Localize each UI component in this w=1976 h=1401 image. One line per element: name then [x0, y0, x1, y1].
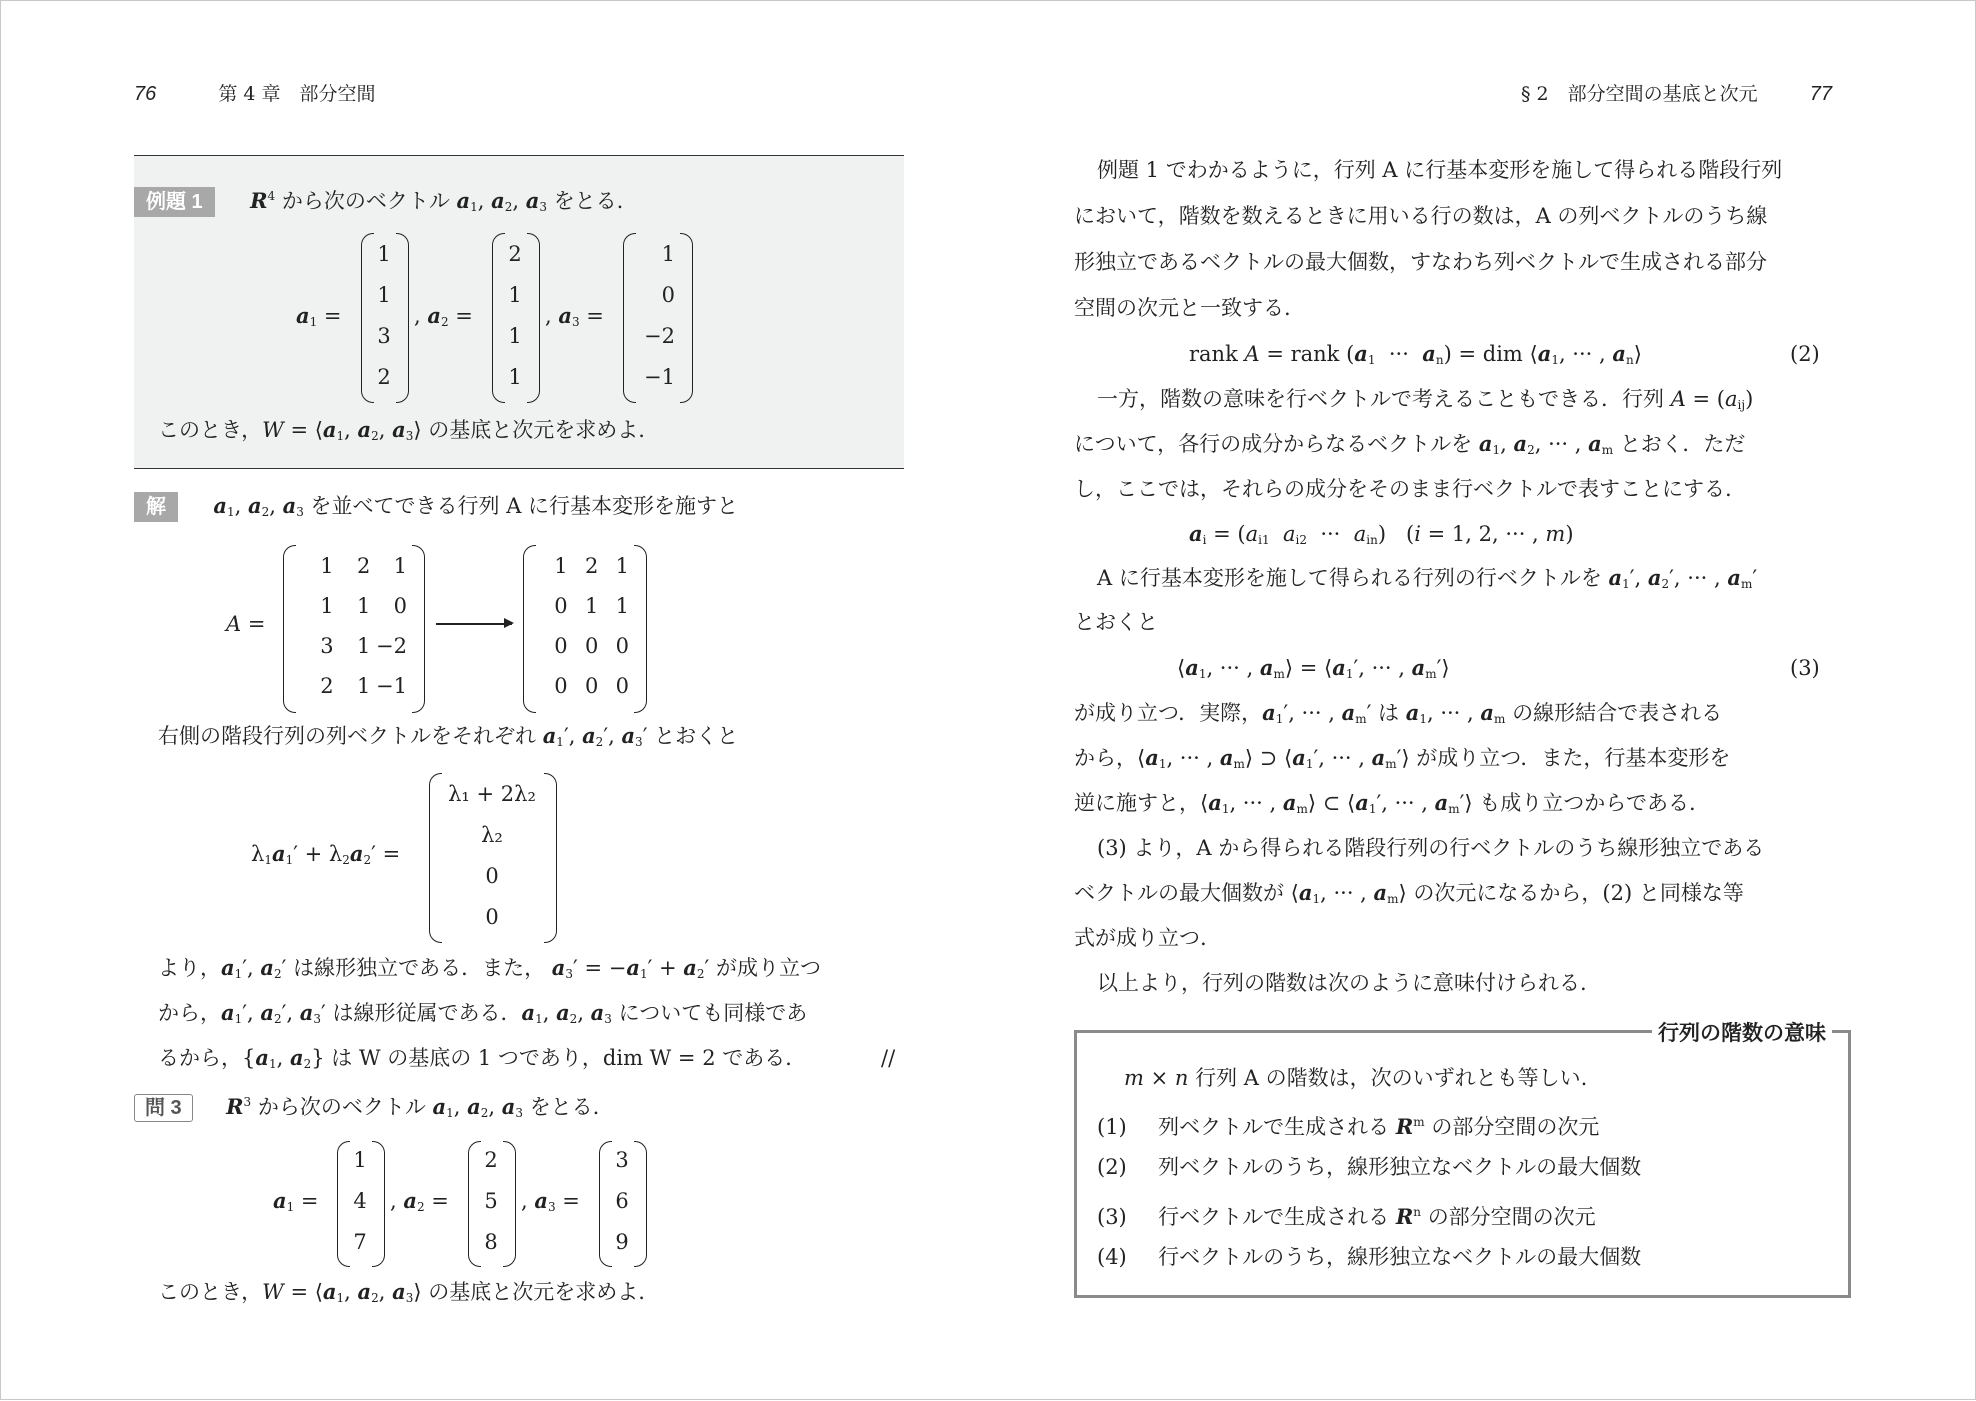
matrix-cell: 1: [661, 241, 675, 266]
matrix-cell: 5: [484, 1189, 498, 1213]
summary-item-1: (1) 列ベクトルで生成される $R^m$ の部分空間の次元: [1097, 1114, 1600, 1139]
problem-question: このとき，$W = ⟨a_1$, $a_2$, $a_3⟩$ の基底と次元を求めよ.: [158, 1279, 645, 1305]
matrix-cell: 2: [356, 554, 371, 578]
matrix-echelon: [523, 545, 647, 711]
problem-vector-a3: [599, 1141, 647, 1265]
left-paren: [492, 233, 505, 403]
summary-title: 行列の階数の意味: [1652, 1017, 1832, 1047]
right-running-head: [1521, 79, 1832, 106]
matrix-cell: 0: [554, 674, 568, 698]
matrix-cell: 0: [584, 674, 599, 698]
left-page: [1, 1, 989, 1401]
equation-3-number: (3): [1790, 656, 1820, 680]
matrix-cell: 1: [584, 594, 599, 618]
matrix-cell: 3: [377, 323, 391, 348]
summary-item-3: (3) 行ベクトルで生成される $R^n$ の部分空間の次元: [1097, 1204, 1596, 1229]
matrix-cell: 1: [320, 594, 334, 618]
solution-label: 解: [134, 492, 178, 522]
right-paren: [680, 233, 693, 403]
para1-line3: 形独立であるベクトルの最大個数，すなわち列ベクトルで生成される部分: [1074, 250, 1767, 274]
left-paren: [337, 1141, 350, 1267]
problem-vector-a2: [468, 1141, 516, 1265]
matrix-cell: 3: [615, 1148, 629, 1172]
solution-line-4: から，$a_1'$, $a_2'$, $a_3'$ は線形従属である．$a_1$, $a_2$, $a_3$ についても同様であ: [158, 1000, 808, 1026]
summary-intro: m × n 行列 A の階数は，次のいずれとも等しい.: [1124, 1066, 1588, 1090]
para2-line2: について，各行の成分からなるベクトルを $a_1$, $a_2$, ··· , $a_m$ とおく．ただ: [1074, 431, 1746, 457]
right-paren: [372, 1141, 385, 1267]
para2-line3: し，ここでは，それらの成分をそのまま行ベクトルで表すことにする.: [1074, 477, 1732, 501]
page-number-left: 76: [134, 83, 157, 105]
comma: , $a_3$ =: [521, 1188, 580, 1214]
matrix-cell: 4: [353, 1189, 367, 1213]
matrix-cell: 1: [356, 634, 371, 658]
example-label: 例題 1: [134, 187, 215, 217]
solution-line-5: るから，{$a_1$, $a_2$} は W の基底の 1 つであり，dim W = 2 である．: [158, 1045, 807, 1071]
left-paren: [523, 545, 536, 713]
chapter-title: 第 4 章 部分空間: [218, 83, 376, 105]
para3-line2: とおくと: [1074, 610, 1158, 634]
matrix-cell: 1: [377, 241, 391, 266]
summary-item-4: (4) 行ベクトルのうち，線形独立なベクトルの最大個数: [1097, 1245, 1642, 1269]
para5-line3: 式が成り立つ.: [1074, 926, 1207, 950]
comma: , $a_2$ =: [414, 303, 473, 329]
right-paren: [544, 773, 557, 943]
left-paren: [623, 233, 636, 403]
qed-mark: //: [881, 1046, 896, 1070]
row-vector-definition: $a_i = (a_{i1}$ $a_{i2}$ ··· $a_{in}$) (i = 1, 2, ··· , m): [1189, 521, 1574, 547]
page-number-right: 77: [1809, 83, 1832, 105]
matrix-cell: 0: [485, 863, 499, 888]
solution-line-3: より，$a_1'$, $a_2'$ は線形独立である．また， $a_3' = -a_1' + a_2'$ が成り立つ: [158, 955, 821, 981]
example-vector-a3: [623, 233, 693, 401]
equation-3: $⟨a_1$, ··· , $a_m⟩$ = $⟨a_1'$, ··· , $a_m'⟩$: [1177, 655, 1450, 681]
para1-line4: 空間の次元と一致する.: [1074, 296, 1291, 320]
matrix-cell: 1: [554, 554, 568, 578]
matrix-A: [283, 545, 425, 711]
section-title: § 2 部分空間の基底と次元: [1521, 83, 1758, 105]
matrix-cell: 2: [320, 674, 334, 698]
matrix-cell: 8: [484, 1230, 498, 1254]
matrix-cell: 1: [615, 554, 629, 578]
transform-arrow: [436, 623, 512, 625]
problem-vector-a1: [337, 1141, 385, 1265]
comma: , $a_3$ =: [545, 303, 604, 329]
para6: 以上より，行列の階数は次のように意味付けられる.: [1097, 971, 1587, 995]
lambda-vector: [429, 773, 557, 941]
summary-item-2: (2) 列ベクトルのうち，線形独立なベクトルの最大個数: [1097, 1155, 1642, 1179]
right-paren: [634, 545, 647, 713]
para4-line1: が成り立つ．実際，$a_1'$, ··· , $a_m'$ は $a_1$, ··· , $a_m$ の線形結合で表される: [1074, 700, 1723, 726]
matrix-cell: 2: [377, 364, 391, 389]
example-a1-label: $a_1$ =: [296, 303, 342, 329]
equation-2-number: (2): [1790, 342, 1820, 366]
matrix-cell: 1: [508, 323, 522, 348]
matrix-cell: 0: [661, 282, 675, 307]
left-paren: [361, 233, 374, 403]
matrix-cell: 1: [377, 282, 391, 307]
right-paren: [634, 1141, 647, 1267]
example-vector-a2: [492, 233, 540, 401]
matrix-cell: 9: [615, 1230, 629, 1254]
matrix-cell: −1: [644, 364, 675, 389]
para2-line1: 一方，階数の意味を行ベクトルで考えることもできる．行列 $A = (a_{ij})$: [1097, 387, 1754, 412]
matrix-cell: −1: [376, 674, 407, 698]
matrix-cell: 0: [584, 634, 599, 658]
solution-line-2: 右側の階段行列の列ベクトルをそれぞれ $a_1'$, $a_2'$, $a_3'$ とおくと: [158, 723, 739, 749]
comma: , $a_2$ =: [390, 1188, 449, 1214]
matrix-cell: 0: [615, 674, 629, 698]
matrix-cell: 2: [484, 1148, 498, 1172]
para5-line1: (3) より，A から得られる階段行列の行ベクトルのうち線形独立である: [1097, 836, 1765, 860]
matrix-cell: 1: [320, 554, 334, 578]
matrix-cell: 1: [356, 594, 371, 618]
right-paren: [412, 545, 425, 713]
left-paren: [283, 545, 296, 713]
matrix-cell: 1: [615, 594, 629, 618]
matrix-cell: λ₁ + 2λ₂: [448, 781, 536, 806]
matrix-cell: 0: [554, 594, 568, 618]
para4-line2: から，$⟨a_1$, ··· , $a_m⟩$ ⊃ $⟨a_1'$, ··· , $a_m'⟩$ が成り立つ．また，行基本変形を: [1074, 745, 1731, 771]
left-paren: [429, 773, 442, 943]
matrix-cell: −2: [376, 634, 407, 658]
matrix-cell: 1: [508, 282, 522, 307]
lambda-expression: $\lambda_1a_1' + \lambda_2a_2'$ =: [251, 841, 401, 867]
example-heading: 例題 1 $R^4$ から次のベクトル $a_1$, $a_2$, $a_3$ をとる.: [134, 181, 623, 222]
matrix-cell: 0: [485, 904, 499, 929]
left-running-head: [134, 79, 376, 106]
left-paren: [599, 1141, 612, 1267]
para4-line3: 逆に施すと，$⟨a_1$, ··· , $a_m⟩$ ⊂ $⟨a_1'$, ··· , $a_m'⟩$ も成り立つからである.: [1074, 790, 1696, 816]
para5-line2: ベクトルの最大個数が $⟨a_1$, ··· , $a_m⟩$ の次元になるから，(2) と同様な等: [1074, 880, 1744, 906]
matrix-cell: 1: [508, 364, 522, 389]
matrix-cell: 6: [615, 1189, 629, 1213]
matrix-cell: 1: [393, 554, 407, 578]
equation-2: rank A = rank ($a_1$ ··· $a_n$) = dim $⟨a_1$, ··· , $a_n⟩$: [1189, 341, 1642, 367]
matrix-cell: 0: [393, 594, 407, 618]
matrix-cell: 2: [584, 554, 599, 578]
matrix-A-label: A =: [226, 612, 266, 636]
matrix-cell: λ₂: [481, 822, 503, 847]
right-paren: [396, 233, 409, 403]
right-paren: [527, 233, 540, 403]
para3-line1: A に行基本変形を施して得られる行列の行ベクトルを $a_1'$, $a_2'$, ··· , $a_m'$: [1097, 565, 1758, 591]
example-question: このとき，$W = ⟨a_1$, $a_2$, $a_3⟩$ の基底と次元を求めよ.: [158, 417, 645, 443]
solution-line-1: 解 $a_1$, $a_2$, $a_3$ を並べてできる行列 A に行基本変形を施すと: [134, 491, 738, 527]
matrix-cell: 7: [353, 1230, 367, 1254]
example-vector-a1: [361, 233, 409, 401]
para1-line2: において，階数を数えるときに用いる行の数は，A の列ベクトルのうち線: [1074, 204, 1768, 228]
para1-line1: 例題 1 でわかるように，行列 A に行基本変形を施して得られる階段行列: [1097, 158, 1783, 182]
problem-a1-label: $a_1$ =: [273, 1188, 319, 1214]
matrix-cell: 1: [356, 674, 371, 698]
matrix-cell: 2: [508, 241, 522, 266]
matrix-cell: 0: [554, 634, 568, 658]
left-paren: [468, 1141, 481, 1267]
matrix-cell: 3: [320, 634, 334, 658]
matrix-cell: −2: [644, 323, 675, 348]
problem-label: 問 3: [134, 1094, 193, 1122]
problem-heading: 問 3 $R^3$ から次のベクトル $a_1$, $a_2$, $a_3$ をとる.: [134, 1087, 599, 1128]
right-paren: [503, 1141, 516, 1267]
matrix-cell: 1: [353, 1148, 367, 1172]
matrix-cell: 0: [615, 634, 629, 658]
